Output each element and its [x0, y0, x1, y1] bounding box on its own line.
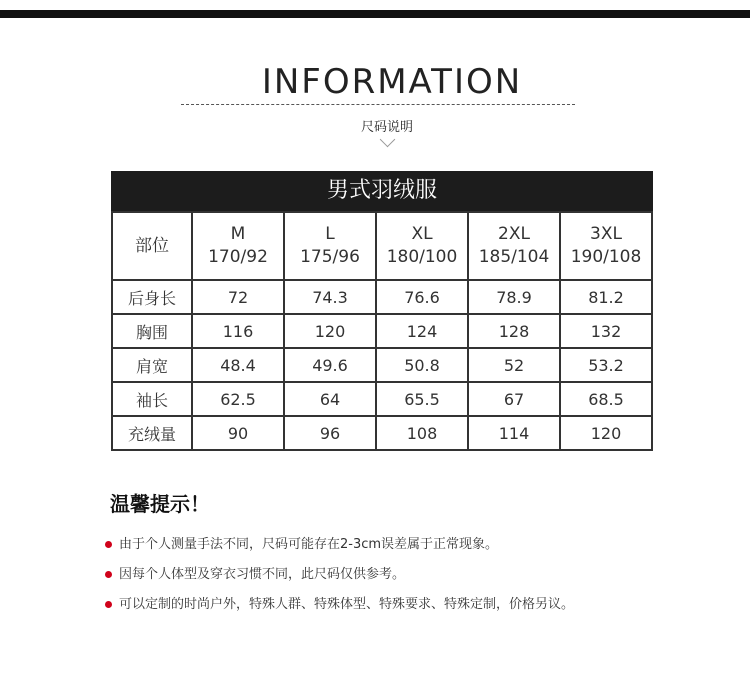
size-spec: 170/92 [208, 247, 268, 267]
row-label: 后身长 [112, 280, 192, 314]
size-header-cell [192, 212, 284, 280]
tips-list [105, 535, 574, 625]
table-cell: 68.5 [560, 382, 652, 416]
table-cell: 52 [468, 348, 560, 382]
title-divider [181, 104, 575, 105]
size-name: 2XL [498, 224, 530, 244]
table-cell: 81.2 [560, 280, 652, 314]
size-header-cell [284, 212, 376, 280]
table-cell: 128 [468, 314, 560, 348]
table-cell: 53.2 [560, 348, 652, 382]
table-cell: 96 [284, 416, 376, 450]
page-subtitle: 尺码说明 [360, 120, 413, 135]
table-cell: 49.6 [284, 348, 376, 382]
size-spec: 175/96 [300, 247, 360, 267]
size-table [111, 211, 653, 451]
table-cell: 62.5 [192, 382, 284, 416]
table-row [112, 416, 652, 450]
size-name: L [325, 224, 335, 244]
size-chart [111, 171, 653, 451]
table-row [112, 314, 652, 348]
tips-title: 温馨提示！ [110, 492, 210, 516]
size-name: XL [411, 224, 433, 244]
table-cell: 76.6 [376, 280, 468, 314]
size-header-cell [468, 212, 560, 280]
row-header-cell: 部位 [112, 212, 192, 280]
size-header-cell [376, 212, 468, 280]
size-spec: 185/104 [478, 247, 550, 267]
size-name: 3XL [590, 224, 622, 244]
table-row [112, 348, 652, 382]
table-cell: 132 [560, 314, 652, 348]
list-item [105, 595, 574, 625]
tip-text: 由于个人测量手法不同，尺码可能存在2-3cm误差属于正常现象。 [119, 537, 499, 552]
list-item [105, 565, 574, 595]
table-cell: 48.4 [192, 348, 284, 382]
size-name: M [230, 224, 246, 244]
size-header-cell [560, 212, 652, 280]
table-cell: 114 [468, 416, 560, 450]
page-title: INFORMATION [261, 62, 523, 102]
table-row [112, 280, 652, 314]
row-label: 肩宽 [112, 348, 192, 382]
table-cell: 90 [192, 416, 284, 450]
size-chart-title: 男式羽绒服 [111, 171, 653, 211]
table-cell: 124 [376, 314, 468, 348]
table-cell: 72 [192, 280, 284, 314]
size-header-row [112, 212, 652, 280]
top-bar [0, 10, 750, 18]
bullet-icon [105, 571, 112, 578]
table-cell: 64 [284, 382, 376, 416]
tip-text: 可以定制的时尚户外，特殊人群、特殊体型、特殊要求、特殊定制，价格另议。 [119, 597, 575, 612]
size-spec: 190/108 [570, 247, 642, 267]
row-label: 充绒量 [112, 416, 192, 450]
table-cell: 67 [468, 382, 560, 416]
table-cell: 120 [560, 416, 652, 450]
table-cell: 65.5 [376, 382, 468, 416]
row-label: 袖长 [112, 382, 192, 416]
table-cell: 120 [284, 314, 376, 348]
table-cell: 50.8 [376, 348, 468, 382]
table-cell: 74.3 [284, 280, 376, 314]
size-spec: 180/100 [386, 247, 458, 267]
row-label: 胸围 [112, 314, 192, 348]
table-cell: 116 [192, 314, 284, 348]
bullet-icon [105, 601, 112, 608]
table-cell: 78.9 [468, 280, 560, 314]
tip-text: 因每个人体型及穿衣习惯不同，此尺码仅供参考。 [119, 567, 406, 582]
table-row [112, 382, 652, 416]
table-cell: 108 [376, 416, 468, 450]
bullet-icon [105, 541, 112, 548]
list-item [105, 535, 574, 565]
